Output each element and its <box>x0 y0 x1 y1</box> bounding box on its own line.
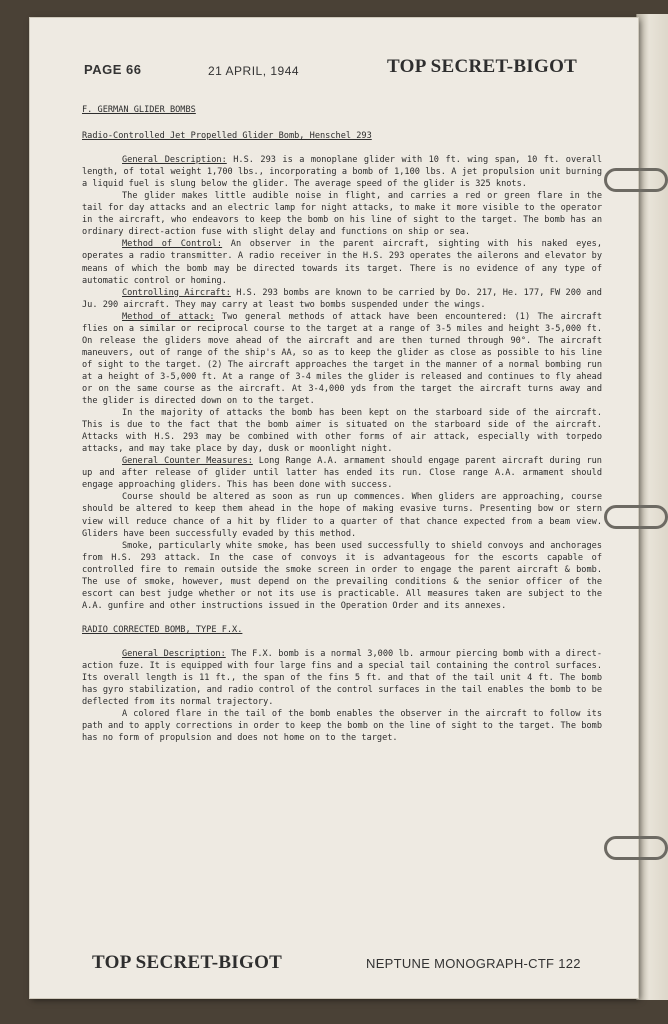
hs293-control-heading: Method of Control: <box>122 239 223 250</box>
section-title: F. GERMAN GLIDER BOMBS <box>82 105 196 115</box>
footer-monograph: NEPTUNE MONOGRAPH-CTF 122 <box>366 956 581 971</box>
section-subtitle: Radio-Controlled Jet Propelled Glider Bomb, Henschel 293 <box>82 131 372 142</box>
fx-description: General Description: The F.X. bomb is a normal 3,000 lb. armour piercing bomb with a direct-action fuze. It is equipped with four large fins and a special tail containing the control surfaces. Its overall length is 11 ft., the span of the fins 5 ft. and that of the tail unit 4 ft. The bomb has gyro stabilization, and radio control of the control surfaces in the tail enables the bomb to be deflected from its normal trajectory. <box>82 648 602 708</box>
page-body <box>82 104 602 744</box>
hs293-description-2: The glider makes little audible noise in flight, and carries a red or green flare in the tail for day attacks and an electric lamp for night attacks, to make it more visible to the operator in the aircraft, who endeavors to keep the bomb on his line of sight to the target. The bomb has an ordinary direct-action fuse with slight delay and functions on ship or sea. <box>82 191 602 238</box>
hs293-aircraft: Controlling Aircraft: H.S. 293 bombs are known to be carried by Do. 217, He. 177, FW 200 and Ju. 290 aircraft. They may carry at least two bombs suspended under the wings. <box>82 287 602 310</box>
binder-ring-icon <box>604 836 668 860</box>
hs293-control: Method of Control: An observer in the parent aircraft, sighting with his naked eyes, operates a radio transmitter. A radio receiver in the H.S. 293 operates the ailerons and elevator by means of which the bomb may be directed towards its target. There is no evidence of any type of automatic control or homing. <box>82 239 602 286</box>
document-page <box>30 18 638 998</box>
hs293-counter: General Counter Measures: Long Range A.A. armament should engage parent aircraft during run up and after release of glider until latter has ended its run. Close range A.A. armament should engage approaching gliders. This has been done with success. <box>82 456 602 491</box>
hs293-attack-heading: Method of attack: <box>122 311 215 322</box>
footer-classification: TOP SECRET-BIGOT <box>92 952 283 973</box>
page-number: PAGE 66 <box>84 62 142 77</box>
fx-title: RADIO CORRECTED BOMB, TYPE F.X. <box>82 624 243 635</box>
hs293-attack: Method of attack: Two general methods of attack have been encountered: (1) The aircraft flies on a similar or reciprocal course to the target at a range of 3-5 miles and height 3-5,000 ft. On release the gliders move ahead of the aircraft and are then turned through 90°. The aircraft maneuvers, out of range of the ship's AA, so as to keep the glider as close as possible to his line of sight to the target. (2) The aircraft approaches the target in the manner of a normal bombing run at a height of 3-5,000 ft. At a range of 3-4 miles the glider is released and continues to fly ahead or on the same course as the aircraft. At 3-4,000 yds from the target the aircraft turns away and the glider is directed down on to the target. <box>82 311 602 407</box>
hs293-description: General Description: H.S. 293 is a monoplane glider with 10 ft. wing span, 10 ft. overall length, of total weight 1,700 lbs., incorporating a bomb of 1,100 lbs. A jet propulsion unit burning a liquid fuel is slung below the glider. The average speed of the glider is 325 knots. <box>82 155 602 190</box>
fx-description-heading: General Description: <box>122 648 226 659</box>
binder-ring-icon <box>604 505 668 529</box>
hs293-counter-heading: General Counter Measures: <box>122 456 253 467</box>
hs293-aircraft-heading: Controlling Aircraft: <box>122 287 231 298</box>
hs293-counter-2: Course should be altered as soon as run up commences. When gliders are approaching, course should be altered to keep them ahead in the hope of making evasive turns. Presenting bow or stern view will reduce chance of a hit by flider to a quarter of that chance expected from a beam view. Gliders have been successfully evaded by this method. <box>82 492 602 539</box>
binder-ring-icon <box>604 168 668 192</box>
hs293-counter-3: Smoke, particularly white smoke, has been used successfully to shield convoys and anchorages from H.S. 293 attack. In the case of convoys it is advantageous for the escorts capable of controlled fire to remain outside the smoke screen in order to engage the parent aircraft & bomb. The use of smoke, however, must depend on the prevailing conditions & the senior officer of the escort can best judge whether or not its use is practicable. All measures taken are subject to the A.A. gunfire and other instructions issued in the Operation Order and its annexes. <box>82 540 602 611</box>
hs293-description-heading: General Description: <box>122 155 227 166</box>
hs293-attack-2: In the majority of attacks the bomb has been kept on the starboard side of the aircraft. This is due to the fact that the bomb aimer is situated on the starboard side of the aircraft. Attacks with H.S. 293 may be combined with other forms of air attack, especially with torpedo attacks, and may take place by day, dusk or moonlight night. <box>82 408 602 455</box>
page-date: 21 APRIL, 1944 <box>208 64 300 78</box>
fx-description-2: A colored flare in the tail of the bomb enables the observer in the aircraft to follow its path and to apply corrections in order to keep the bomb on the line of sight to the target. The bomb has no form of propulsion and does not home on to the target. <box>82 709 602 744</box>
header-classification: TOP SECRET-BIGOT <box>387 56 578 77</box>
